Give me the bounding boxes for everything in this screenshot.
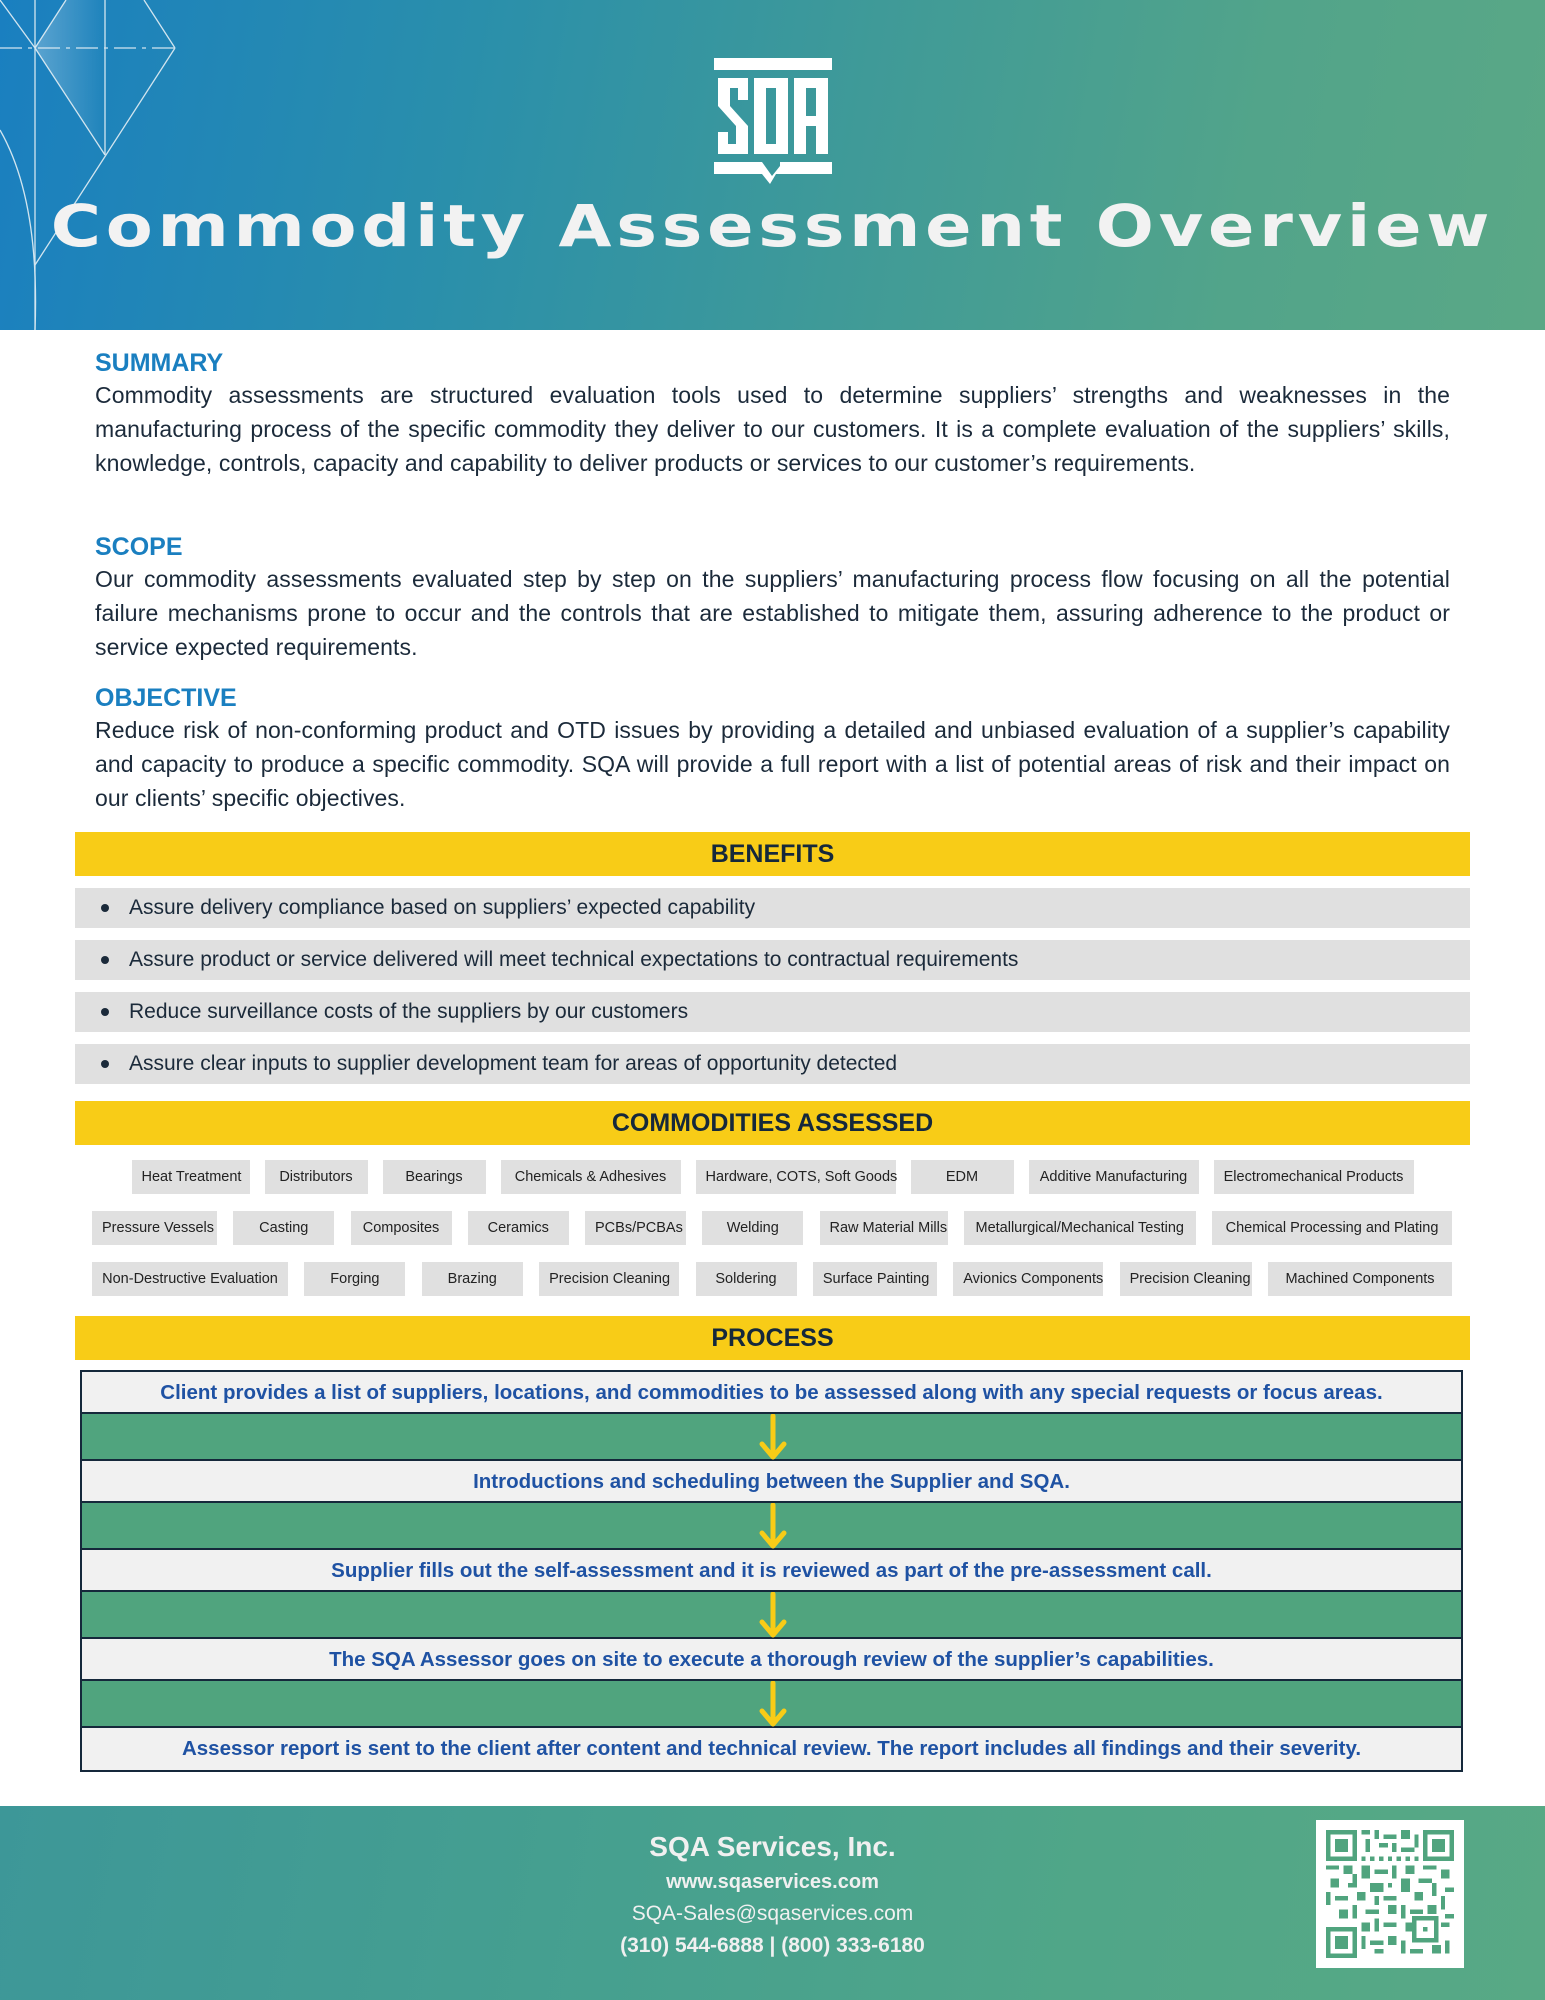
commodity-tag: Welding (702, 1211, 803, 1245)
commodity-tag: Bearings (383, 1160, 486, 1194)
commodity-tag: Ceramics (468, 1211, 569, 1245)
benefit-text: Assure clear inputs to supplier development team for areas of opportunity detected (129, 1052, 898, 1075)
process-connector (82, 1592, 1461, 1639)
commodity-tag: Non-Destructive Evaluation (92, 1262, 288, 1296)
scope-heading: SCOPE (95, 533, 183, 561)
commodity-tag: Hardware, COTS, Soft Goods (696, 1160, 896, 1194)
benefit-item (75, 992, 1470, 1032)
commodity-row (92, 1211, 1452, 1245)
sqa-logo (714, 58, 832, 184)
commodities-heading: COMMODITIES ASSESSED (75, 1101, 1470, 1145)
commodity-tag: EDM (911, 1160, 1014, 1194)
commodity-tag: Soldering (696, 1262, 797, 1296)
commodity-tag: Precision Cleaning (539, 1262, 679, 1296)
bullet-icon (101, 956, 109, 964)
commodity-tag: Brazing (422, 1262, 523, 1296)
arrow-down-icon (758, 1503, 788, 1550)
bullet-icon (101, 904, 109, 912)
commodity-tag: Raw Material Mills (820, 1211, 948, 1245)
commodity-tag: PCBs/PCBAs (585, 1211, 686, 1245)
benefit-text: Reduce surveillance costs of the suppliers by our customers (129, 1000, 689, 1023)
benefits-list (75, 888, 1470, 1096)
summary-section (95, 348, 1450, 480)
commodity-tag: Forging (304, 1262, 405, 1296)
commodity-row (92, 1262, 1452, 1296)
commodity-tag: Chemical Processing and Plating (1212, 1211, 1452, 1245)
page-header (0, 0, 1545, 330)
objective-heading: OBJECTIVE (95, 684, 237, 712)
benefits-heading: BENEFITS (75, 832, 1470, 876)
commodity-row (75, 1160, 1470, 1194)
contact-info (0, 1828, 1545, 1962)
commodity-tag: Electromechanical Products (1214, 1160, 1414, 1194)
arrow-down-icon (758, 1681, 788, 1728)
commodity-tag: Heat Treatment (132, 1160, 250, 1194)
page-footer (0, 1806, 1545, 2000)
commodity-tag: Distributors (265, 1160, 368, 1194)
process-step-5: Assessor report is sent to the client after content and technical review. The report includes all findings and their severity. (82, 1728, 1461, 1770)
objective-section (95, 683, 1450, 815)
page-title: Commodity Assessment Overview (50, 192, 1495, 260)
summary-body: Commodity assessments are structured evaluation tools used to determine suppliers’ strengths and weaknesses in the manufacturing process of the specific commodity they deliver to our customers. It is a complete evaluation of the suppliers’ skills, knowledge, controls, capacity and capability to deliver products or services to our customer’s requirements. (95, 382, 1450, 476)
phone-numbers: (310) 544-6888 | (800) 333-6180 (620, 1934, 925, 1957)
process-heading: PROCESS (75, 1316, 1470, 1360)
commodity-tag: Surface Painting (813, 1262, 937, 1296)
process-connector (82, 1681, 1461, 1728)
commodity-tag: Composites (351, 1211, 452, 1245)
summary-heading: SUMMARY (95, 349, 224, 377)
commodity-tag: Metallurgical/Mechanical Testing (964, 1211, 1196, 1245)
qr-code-icon[interactable] (1316, 1820, 1464, 1968)
commodity-tag: Precision Cleaning (1120, 1262, 1252, 1296)
commodity-tag: Avionics Components (953, 1262, 1103, 1296)
arrow-down-icon (758, 1414, 788, 1461)
process-connector (82, 1503, 1461, 1550)
diamond-decoration-icon (0, 0, 300, 330)
company-name: SQA Services, Inc. (649, 1831, 896, 1862)
commodity-tag: Casting (233, 1211, 334, 1245)
bullet-icon (101, 1060, 109, 1068)
commodity-tag: Additive Manufacturing (1029, 1160, 1199, 1194)
arrow-down-icon (758, 1592, 788, 1639)
commodity-tag: Machined Components (1268, 1262, 1452, 1296)
process-step-3: Supplier fills out the self-assessment and it is reviewed as part of the pre-assessment call. (82, 1550, 1461, 1592)
process-step-1: Client provides a list of suppliers, locations, and commodities to be assessed along with any special requests or focus areas. (82, 1372, 1461, 1414)
process-step-4: The SQA Assessor goes on site to execute a thorough review of the supplier’s capabilities. (82, 1639, 1461, 1681)
email-link[interactable]: SQA-Sales@sqaservices.com (631, 1902, 914, 1925)
process-step-2: Introductions and scheduling between the Supplier and SQA. (82, 1461, 1461, 1503)
website-link[interactable]: www.sqaservices.com (666, 1871, 879, 1893)
process-connector (82, 1414, 1461, 1461)
benefit-item (75, 1044, 1470, 1084)
objective-body: Reduce risk of non-conforming product and OTD issues by providing a detailed and unbiased evaluation of a supplier’s capability and capacity to produce a specific commodity. SQA will provide a full report with a list of potential areas of risk and their impact on our clients’ specific objectives. (95, 717, 1450, 811)
benefit-text: Assure product or service delivered will meet technical expectations to contractual requirements (129, 948, 1019, 971)
commodity-tag: Chemicals & Adhesives (501, 1160, 681, 1194)
scope-body: Our commodity assessments evaluated step by step on the suppliers’ manufacturing process flow focusing on all the potential failure mechanisms prone to occur and the controls that are established to mitigate them, assuring adherence to the product or service expected requirements. (95, 566, 1450, 660)
benefit-item (75, 888, 1470, 928)
benefit-item (75, 940, 1470, 980)
benefit-text: Assure delivery compliance based on suppliers’ expected capability (129, 896, 756, 919)
scope-section (95, 532, 1450, 664)
commodity-tag: Pressure Vessels (92, 1211, 217, 1245)
process-flow (80, 1370, 1463, 1772)
bullet-icon (101, 1008, 109, 1016)
